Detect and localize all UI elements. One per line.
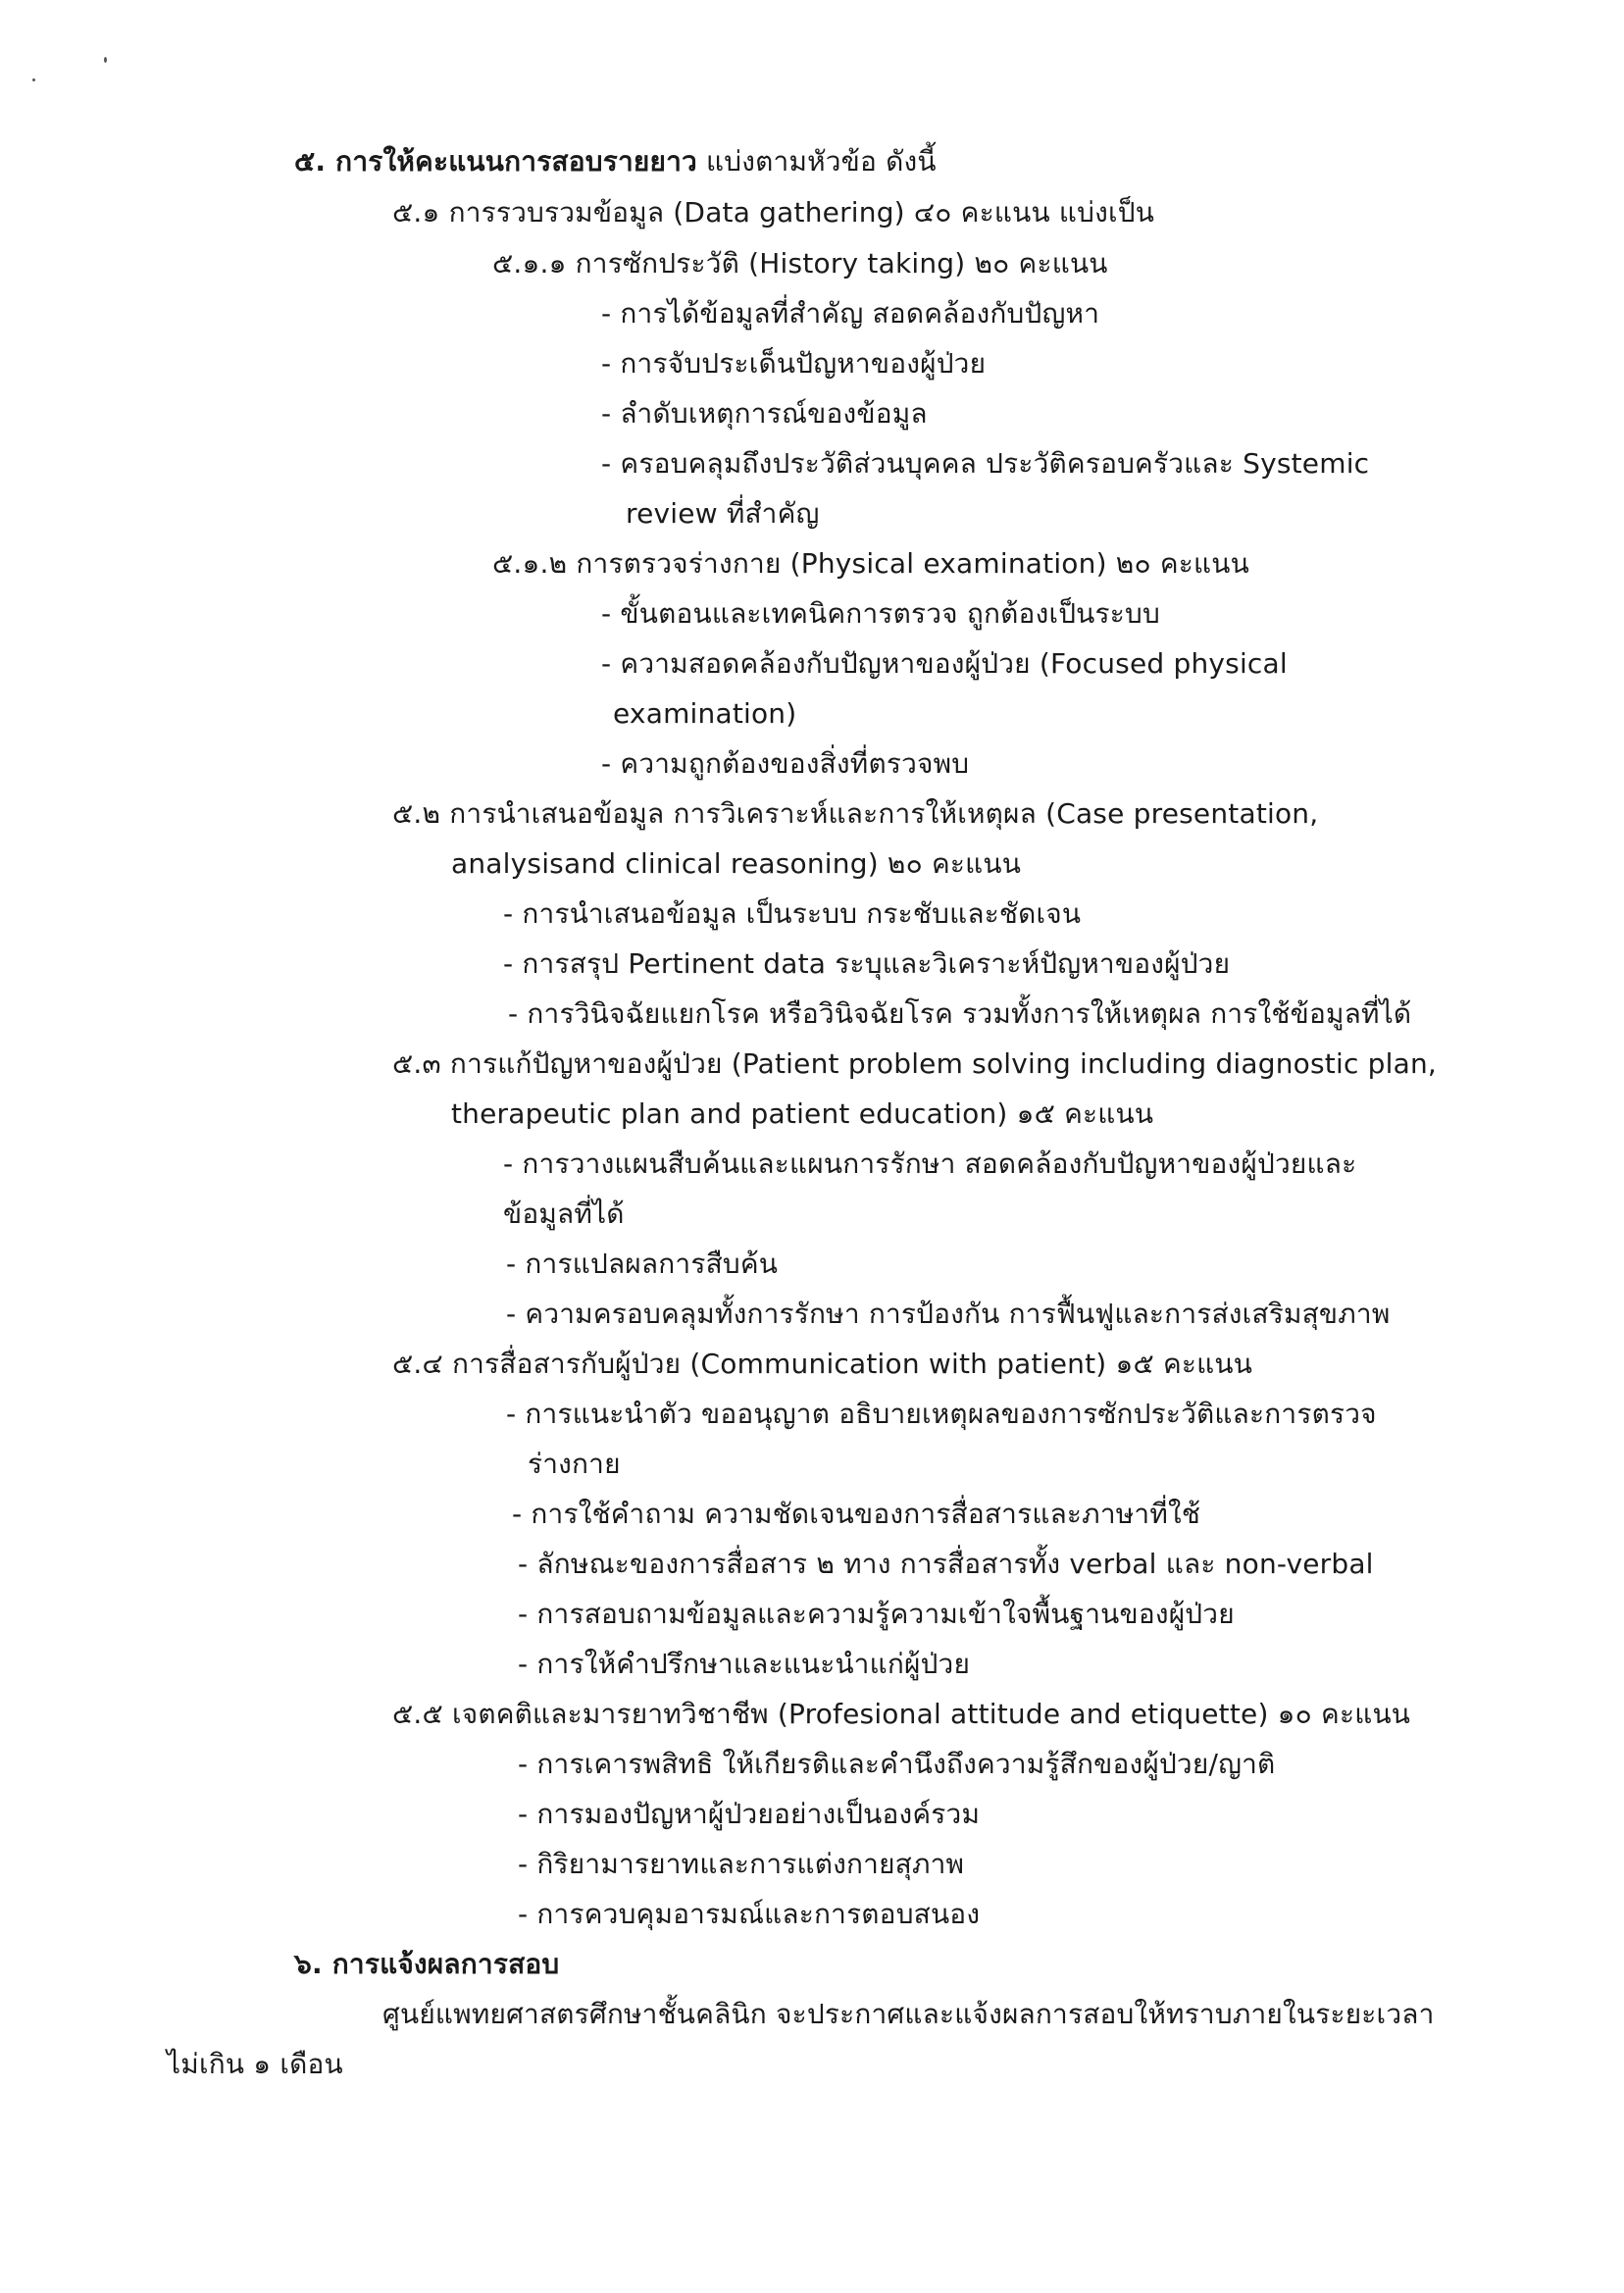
section-5-heading: ๕. การให้คะแนนการสอบรายยาว [294, 145, 697, 178]
scan-speck [104, 57, 107, 63]
section-5-2-title: ๕.๒ การนำเสนอข้อมูล การวิเคราะห์และการให้เหตุผล (Case presentation, [392, 797, 1319, 830]
list-item: - กิริยามารยาทและการแต่งกายสุภาพ [518, 1848, 965, 1880]
scan-speck [32, 78, 35, 81]
section-5-heading-row [294, 142, 937, 181]
section-6-heading: ๖. การแจ้งผลการสอบ [294, 1948, 560, 1980]
list-item: - การเคารพสิทธิ ให้เกียรติและคำนึงถึงความรู้สึกของผู้ป่วย/ญาติ [518, 1748, 1276, 1780]
list-item: - การมองปัญหาผู้ป่วยอย่างเป็นองค์รวม [518, 1798, 981, 1830]
section-5-1-title: ๕.๑ การรวบรวมข้อมูล (Data gathering) ๔๐ คะแนน แบ่งเป็น [392, 196, 1155, 229]
list-item: - ลำดับเหตุการณ์ของข้อมูล [601, 397, 928, 430]
section-5-1-1-title: ๕.๑.๑ การซักประวัติ (History taking) ๒๐ คะแนน [492, 247, 1108, 280]
list-item: - การใช้คำถาม ความชัดเจนของการสื่อสารและภาษาที่ใช้ [512, 1498, 1201, 1530]
section-5-heading-tail: แบ่งตามหัวข้อ ดังนี้ [706, 145, 937, 178]
list-item: - ความครอบคลุมทั้งการรักษา การป้องกัน การฟื้นฟูและการส่งเสริมสุขภาพ [506, 1298, 1391, 1330]
list-item-continuation: review ที่สำคัญ [626, 497, 820, 530]
list-item: - ความถูกต้องของสิ่งที่ตรวจพบ [601, 747, 970, 780]
list-item: - การสรุป Pertinent data ระบุและวิเคราะห์ปัญหาของผู้ป่วย [503, 947, 1231, 980]
list-item: - การแปลผลการสืบค้น [506, 1248, 779, 1280]
list-item: - ความสอดคล้องกับปัญหาของผู้ป่วย (Focused physical [601, 647, 1288, 680]
section-5-1-2-title: ๕.๑.๒ การตรวจร่างกาย (Physical examination) ๒๐ คะแนน [492, 547, 1249, 580]
section-6-paragraph-continuation: ไม่เกิน ๑ เดือน [167, 2048, 343, 2080]
list-item: - การสอบถามข้อมูลและความรู้ความเข้าใจพื้นฐานของผู้ป่วย [518, 1598, 1235, 1630]
section-5-3-title-continuation: therapeutic plan and patient education) ๑๕ คะแนน [451, 1097, 1154, 1130]
list-item-continuation: ร่างกาย [528, 1448, 621, 1480]
list-item-continuation: ข้อมูลที่ได้ [503, 1197, 625, 1230]
list-item-continuation: examination) [613, 697, 797, 730]
list-item: - การวินิจฉัยแยกโรค หรือวินิจฉัยโรค รวมทั้งการให้เหตุผล การใช้ข้อมูลที่ได้ [508, 997, 1412, 1030]
list-item: - การควบคุมอารมณ์และการตอบสนอง [518, 1898, 981, 1930]
list-item: - การจับประเด็นปัญหาของผู้ป่วย [601, 347, 987, 380]
list-item: - การนำเสนอข้อมูล เป็นระบบ กระชับและชัดเจน [503, 897, 1082, 930]
section-5-3-title: ๕.๓ การแก้ปัญหาของผู้ป่วย (Patient problem solving including diagnostic plan, [392, 1047, 1438, 1080]
section-5-4-title: ๕.๔ การสื่อสารกับผู้ป่วย (Communication with patient) ๑๕ คะแนน [392, 1348, 1253, 1380]
section-5-2-title-continuation: analysisand clinical reasoning) ๒๐ คะแนน [451, 847, 1022, 880]
list-item: - การให้คำปรึกษาและแนะนำแก่ผู้ป่วย [518, 1648, 971, 1680]
section-5-5-title: ๕.๕ เจตคติและมารยาทวิชาชีพ (Profesional attitude and etiquette) ๑๐ คะแนน [392, 1698, 1411, 1730]
list-item: - ขั้นตอนและเทคนิคการตรวจ ถูกต้องเป็นระบบ [601, 597, 1160, 630]
list-item: - ครอบคลุมถึงประวัติส่วนบุคคล ประวัติครอบครัวและ Systemic [601, 447, 1370, 480]
list-item: - การแนะนำตัว ขออนุญาต อธิบายเหตุผลของการซักประวัติและการตรวจ [506, 1398, 1377, 1430]
list-item: - ลักษณะของการสื่อสาร ๒ ทาง การสื่อสารทั้ง verbal และ non-verbal [518, 1548, 1374, 1580]
list-item: - การวางแผนสืบค้นและแผนการรักษา สอดคล้องกับปัญหาของผู้ป่วยและ [503, 1147, 1357, 1180]
list-item: - การได้ข้อมูลที่สำคัญ สอดคล้องกับปัญหา [601, 297, 1100, 330]
section-6-paragraph: ศูนย์แพทยศาสตรศึกษาชั้นคลินิก จะประกาศและแจ้งผลการสอบให้ทราบภายในระยะเวลา [382, 1998, 1435, 2030]
